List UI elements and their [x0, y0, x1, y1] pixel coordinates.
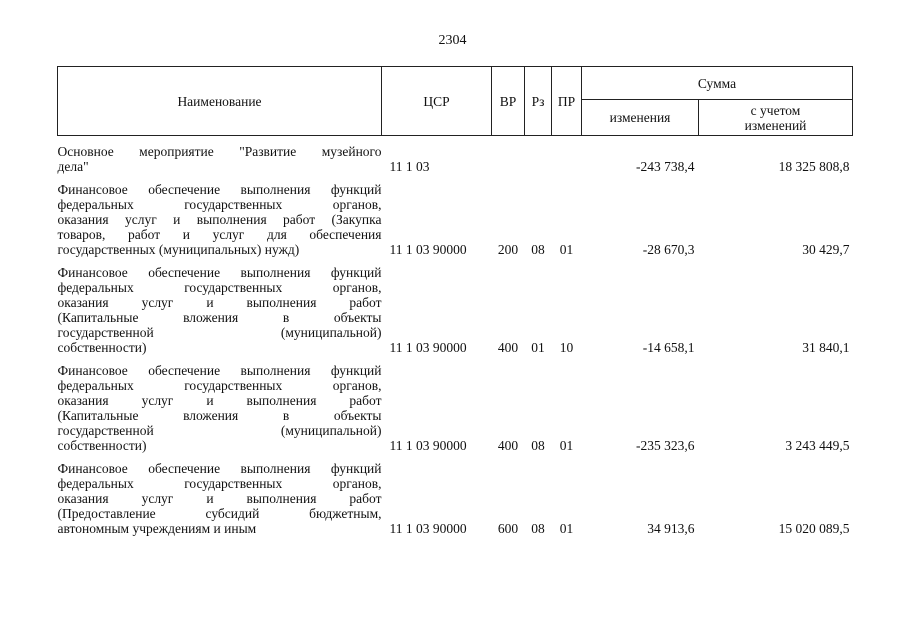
row-pr: 01 [559, 521, 574, 536]
row-vr: 400 [497, 438, 519, 453]
table-body [58, 136, 853, 537]
row-name-line: товаров, работ и услуг для обеспечения [57, 227, 382, 242]
row-csr: 11 1 03 90000 [389, 521, 467, 536]
row-total: 15 020 089,5 [778, 521, 850, 536]
row-name [58, 453, 382, 536]
header-with-change-line2: изменений [744, 117, 807, 133]
row-rz [525, 136, 552, 175]
header-pr: ПР [552, 67, 582, 136]
row-csr: 11 1 03 90000 [389, 242, 467, 257]
row-pr: 01 [559, 242, 574, 257]
row-name-line: автономным учреждениям и иным [57, 521, 257, 536]
table-row [58, 136, 853, 175]
row-vr: 600 [497, 521, 519, 536]
row-total: 30 429,7 [802, 242, 850, 257]
row-name-line: собственности) [57, 340, 147, 355]
row-name-line: Финансовое обеспечение выполнения функций [57, 182, 382, 197]
row-vr: 400 [497, 340, 519, 355]
row-name [58, 355, 382, 453]
row-name-line: собственности) [57, 438, 147, 453]
row-change: -235 323,6 [636, 438, 695, 453]
row-change: -28 670,3 [642, 242, 695, 257]
row-name-line: оказания услуг и выполнения работ (Закупка [57, 212, 382, 227]
header-sum: Сумма [582, 67, 853, 100]
table-row [58, 453, 853, 536]
table-row [58, 257, 853, 355]
row-vr: 200 [497, 242, 519, 257]
table-row [58, 174, 853, 257]
row-name-line: оказания услуг и выполнения работ [57, 491, 382, 506]
row-name-line: государственной (муниципальной) [57, 423, 382, 438]
row-csr: 11 1 03 [389, 159, 430, 174]
header-csr: ЦСР [382, 67, 492, 136]
row-rz: 01 [531, 340, 545, 355]
row-name-line: Финансовое обеспечение выполнения функций [57, 363, 382, 378]
row-name-line: (Предоставление субсидий бюджетным, [57, 506, 382, 521]
row-rz: 08 [531, 438, 545, 453]
header-rz: Рз [525, 67, 552, 136]
row-name [58, 136, 382, 175]
header-with-change [699, 100, 853, 136]
row-name [58, 174, 382, 257]
row-name-line: Финансовое обеспечение выполнения функций [57, 461, 382, 476]
row-change: -243 738,4 [636, 159, 695, 174]
header-vr: ВР [492, 67, 525, 136]
row-name-line: Финансовое обеспечение выполнения функций [57, 265, 382, 280]
row-name-line: федеральных государственных органов, [57, 476, 382, 491]
row-total: 31 840,1 [802, 340, 850, 355]
table-row [58, 355, 853, 453]
row-name-line: федеральных государственных органов, [57, 378, 382, 393]
header-change: изменения [582, 100, 699, 136]
row-vr [492, 136, 525, 175]
row-pr [552, 136, 582, 175]
row-name-line: Основное мероприятие "Развитие музейного [57, 144, 382, 159]
row-name-line: (Капитальные вложения в объекты [57, 310, 382, 325]
row-change: 34 913,6 [647, 521, 695, 536]
row-rz: 08 [531, 242, 545, 257]
row-name-line: государственной (муниципальной) [57, 325, 382, 340]
row-name-line: (Капитальные вложения в объекты [57, 408, 382, 423]
row-name-line: федеральных государственных органов, [57, 197, 382, 212]
row-name-line: оказания услуг и выполнения работ [57, 295, 382, 310]
row-change: -14 658,1 [642, 340, 695, 355]
header-with-change-line1: с учетом [750, 102, 801, 118]
page-number: 2304 [438, 33, 467, 48]
row-pr: 10 [559, 340, 574, 355]
row-pr: 01 [559, 438, 574, 453]
row-name-line: оказания услуг и выполнения работ [57, 393, 382, 408]
row-csr: 11 1 03 90000 [389, 438, 467, 453]
row-name [58, 257, 382, 355]
budget-table [57, 66, 853, 536]
row-rz: 08 [531, 521, 545, 536]
row-csr: 11 1 03 90000 [389, 340, 467, 355]
row-total: 18 325 808,8 [778, 159, 850, 174]
row-total: 3 243 449,5 [785, 438, 850, 453]
row-name-line: федеральных государственных органов, [57, 280, 382, 295]
header-name: Наименование [58, 67, 382, 136]
row-name-line: дела" [57, 159, 89, 174]
row-name-line: государственных (муниципальных) нужд) [57, 242, 300, 257]
table-header [58, 67, 853, 136]
